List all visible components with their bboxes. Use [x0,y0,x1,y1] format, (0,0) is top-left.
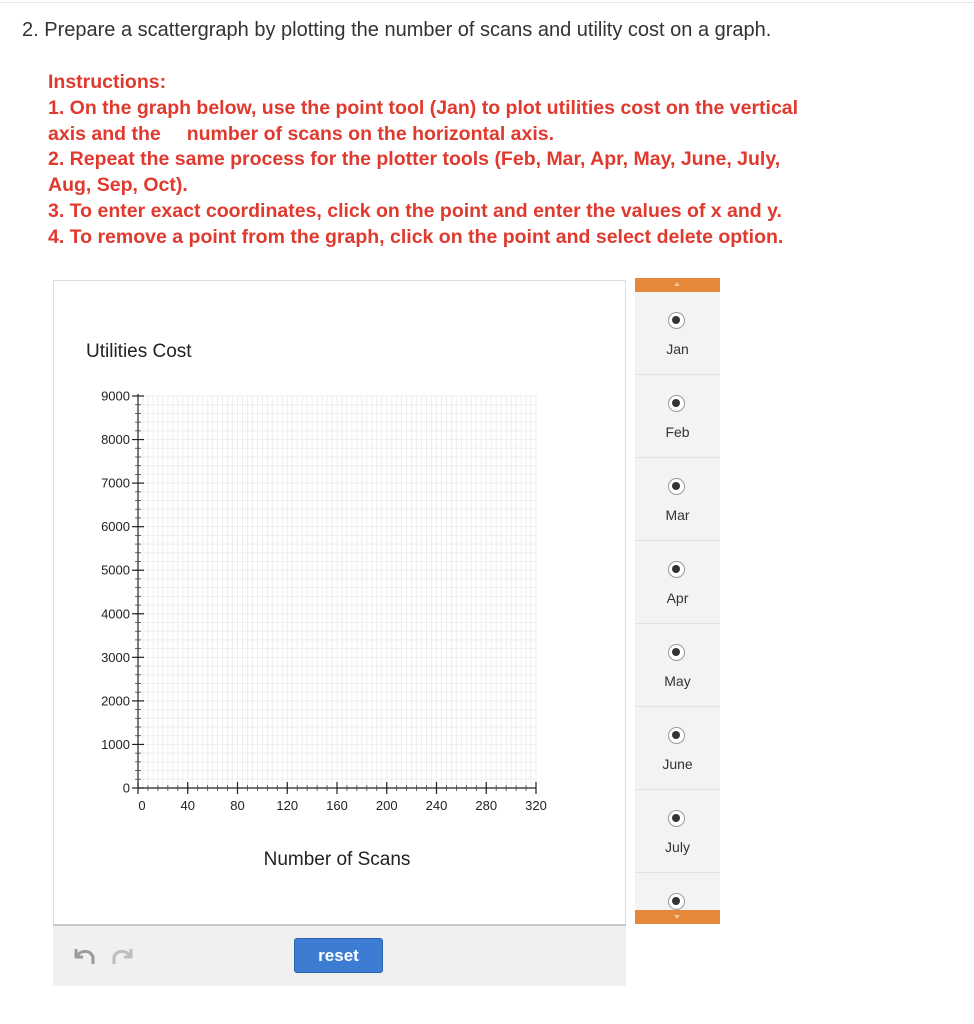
radio-point-icon [668,561,685,578]
plotter-tool-may[interactable] [635,624,720,707]
radio-point-icon [668,644,685,661]
y-tick-label: 0 [122,780,130,796]
y-axis-title: Utilities Cost [86,341,192,362]
plotter-tool-label: May [664,673,691,689]
x-axis-title: Number of Scans [263,849,411,870]
plotter-tool-mar[interactable] [635,458,720,541]
y-tick-label: 7000 [101,475,130,491]
instruction-line-4: Aug, Sep, Oct). [48,174,188,197]
y-tick-label: 6000 [101,519,130,535]
x-tick-label: 240 [425,798,448,813]
radio-point-icon [668,395,685,412]
y-tick-label: 8000 [101,432,130,448]
instruction-line-3: 2. Repeat the same process for the plotter tools (Feb, Mar, Apr, May, June, July, [48,148,781,171]
undo-icon[interactable] [71,944,97,966]
instruction-line-5: 3. To enter exact coordinates, click on the point and enter the values of x and y. [48,199,782,222]
plotter-tool-label: Mar [665,507,690,523]
radio-point-icon [668,810,685,827]
instruction-line-6: 4. To remove a point from the graph, click on the point and select delete option. [48,225,784,248]
plotter-tool-partial[interactable] [635,873,720,910]
y-tick-label: 1000 [101,736,130,752]
x-tick-label: 0 [138,798,146,813]
chevron-up-icon [674,282,680,286]
plotter-tool-label: June [662,756,693,772]
plotter-tool-apr[interactable] [635,541,720,624]
x-tick-label: 280 [475,798,498,813]
plotter-tool-feb[interactable] [635,375,720,458]
instruction-line-1: 1. On the graph below, use the point tool (Jan) to plot utilities cost on the vertical [48,96,799,119]
radio-point-icon [668,312,685,329]
plotter-tool-label: Jan [666,341,689,357]
chevron-down-icon [674,915,680,919]
radio-point-icon [668,893,685,910]
instruction-line-2a: axis and the [48,122,161,145]
y-tick-label: 3000 [101,649,130,665]
redo-icon[interactable] [110,944,136,966]
plotter-tool-label: July [665,839,690,855]
reset-button[interactable]: reset [294,938,383,973]
question-text: 2. Prepare a scattergraph by plotting the number of scans and utility cost on a graph. [22,19,772,41]
x-tick-label: 80 [230,798,245,813]
x-tick-label: 320 [525,798,547,813]
x-tick-label: 120 [276,798,299,813]
tool-scroll-down-button[interactable] [635,910,720,924]
x-tick-label: 200 [375,798,398,813]
plotter-tool-jan[interactable] [635,292,720,375]
x-tick-label: 160 [326,798,348,813]
y-tick-label: 4000 [101,606,130,622]
instruction-line-2b: number of scans on the horizontal axis. [186,122,555,145]
y-tick-label: 2000 [101,693,130,709]
y-tick-label: 5000 [101,562,130,578]
y-tick-label: 9000 [101,388,130,404]
plotter-tool-label: Feb [665,424,690,440]
plotter-tool-june[interactable] [635,707,720,790]
radio-point-icon [668,478,685,495]
radio-point-icon [668,727,685,744]
x-tick-label: 40 [180,798,195,813]
plotter-tool-july[interactable] [635,790,720,873]
instructions-heading: Instructions: [48,71,167,93]
tool-scroll-up-button[interactable] [635,278,720,292]
plotter-tool-label: Apr [666,590,689,606]
